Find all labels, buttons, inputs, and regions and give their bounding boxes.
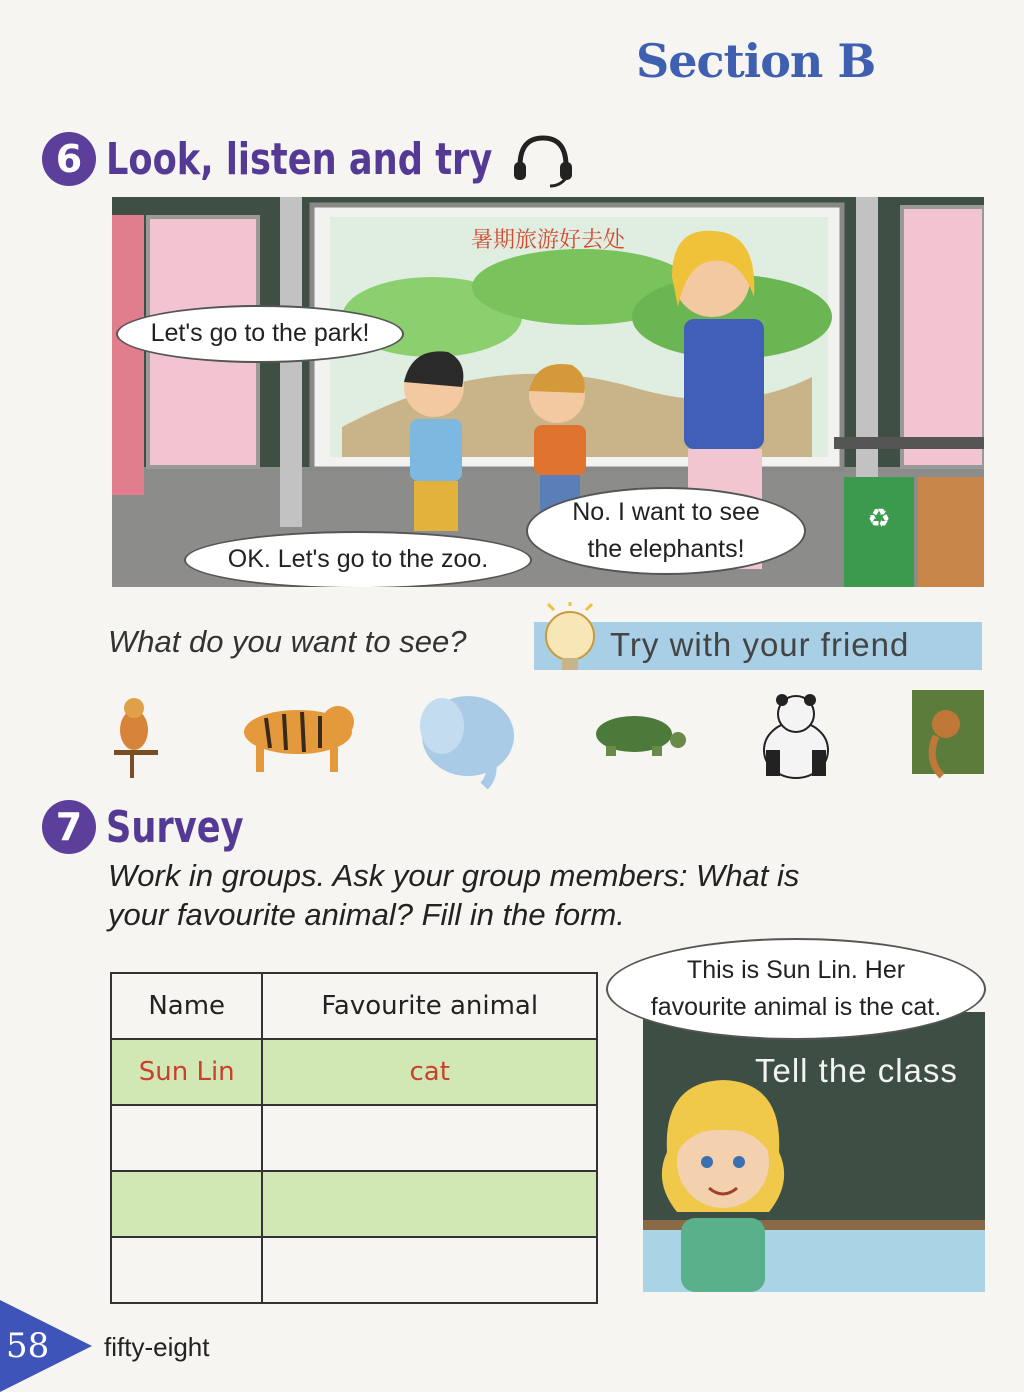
- panda-icon: [764, 694, 828, 778]
- cell-name[interactable]: [111, 1237, 262, 1303]
- table-row: [111, 1105, 597, 1171]
- activity-6-title: Look, listen and try: [106, 133, 493, 185]
- zoo-scene-illustration: [112, 197, 984, 587]
- header-favourite-animal: Favourite animal: [262, 973, 597, 1039]
- cell-name[interactable]: [111, 1171, 262, 1237]
- instruction-line-2: your favourite animal? Fill in the form.: [108, 897, 625, 932]
- cell-animal[interactable]: [262, 1105, 597, 1171]
- tell-the-class-label: Tell the class: [755, 1052, 958, 1089]
- cell-animal[interactable]: [262, 1171, 597, 1237]
- speech-bubble-sun-lin: [606, 938, 986, 1040]
- speech-bubble-zoo: OK. Let's go to the zoo.: [184, 531, 532, 587]
- bird-icon: [114, 698, 158, 778]
- speech-elephants-line1: No. I want to see: [572, 497, 760, 526]
- header-name: Name: [111, 973, 262, 1039]
- speech-bubble-park: Let's go to the park!: [116, 305, 404, 363]
- speech-bubble-elephants: [526, 487, 806, 575]
- speech-elephants-line2: the elephants!: [587, 535, 745, 563]
- activity-7-number: 7: [42, 800, 96, 854]
- question-text: What do you want to see?: [108, 624, 467, 659]
- turtle-icon: [596, 716, 686, 756]
- try-with-friend-label: Try with your friend: [610, 626, 910, 663]
- speech-sun-lin-line2: favourite animal is the cat.: [650, 993, 942, 1021]
- survey-table: [110, 972, 598, 1304]
- cell-name[interactable]: Sun Lin: [111, 1039, 262, 1105]
- cell-animal[interactable]: cat: [262, 1039, 597, 1105]
- activity-7-header: [42, 800, 278, 854]
- page-number-words: fifty-eight: [104, 1332, 210, 1362]
- activity-6-header: [42, 132, 589, 186]
- table-row: [111, 1171, 597, 1237]
- cell-animal[interactable]: [262, 1237, 597, 1303]
- tiger-icon: [244, 706, 354, 772]
- lightbulb-icon: [540, 602, 604, 674]
- table-row: [111, 1039, 597, 1105]
- cell-name[interactable]: [111, 1105, 262, 1171]
- activity-7-title: Survey: [106, 801, 244, 853]
- elephant-icon: [420, 696, 514, 786]
- svg-text:♻: ♻: [867, 503, 891, 533]
- monkey-icon: [912, 690, 984, 776]
- speech-sun-lin-line1: This is Sun Lin. Her: [686, 955, 906, 984]
- headphones-icon: [510, 132, 576, 188]
- table-row: [111, 1237, 597, 1303]
- section-title: Section B: [636, 34, 876, 88]
- animal-row: [106, 690, 986, 794]
- survey-instruction: [108, 856, 988, 934]
- instruction-line-1: Work in groups. Ask your group members: What is: [108, 858, 800, 893]
- table-header-row: [111, 973, 597, 1039]
- activity-6-number: 6: [42, 132, 96, 186]
- page-number: 58: [6, 1326, 50, 1366]
- sign-text: 暑期旅游好去处: [470, 227, 626, 252]
